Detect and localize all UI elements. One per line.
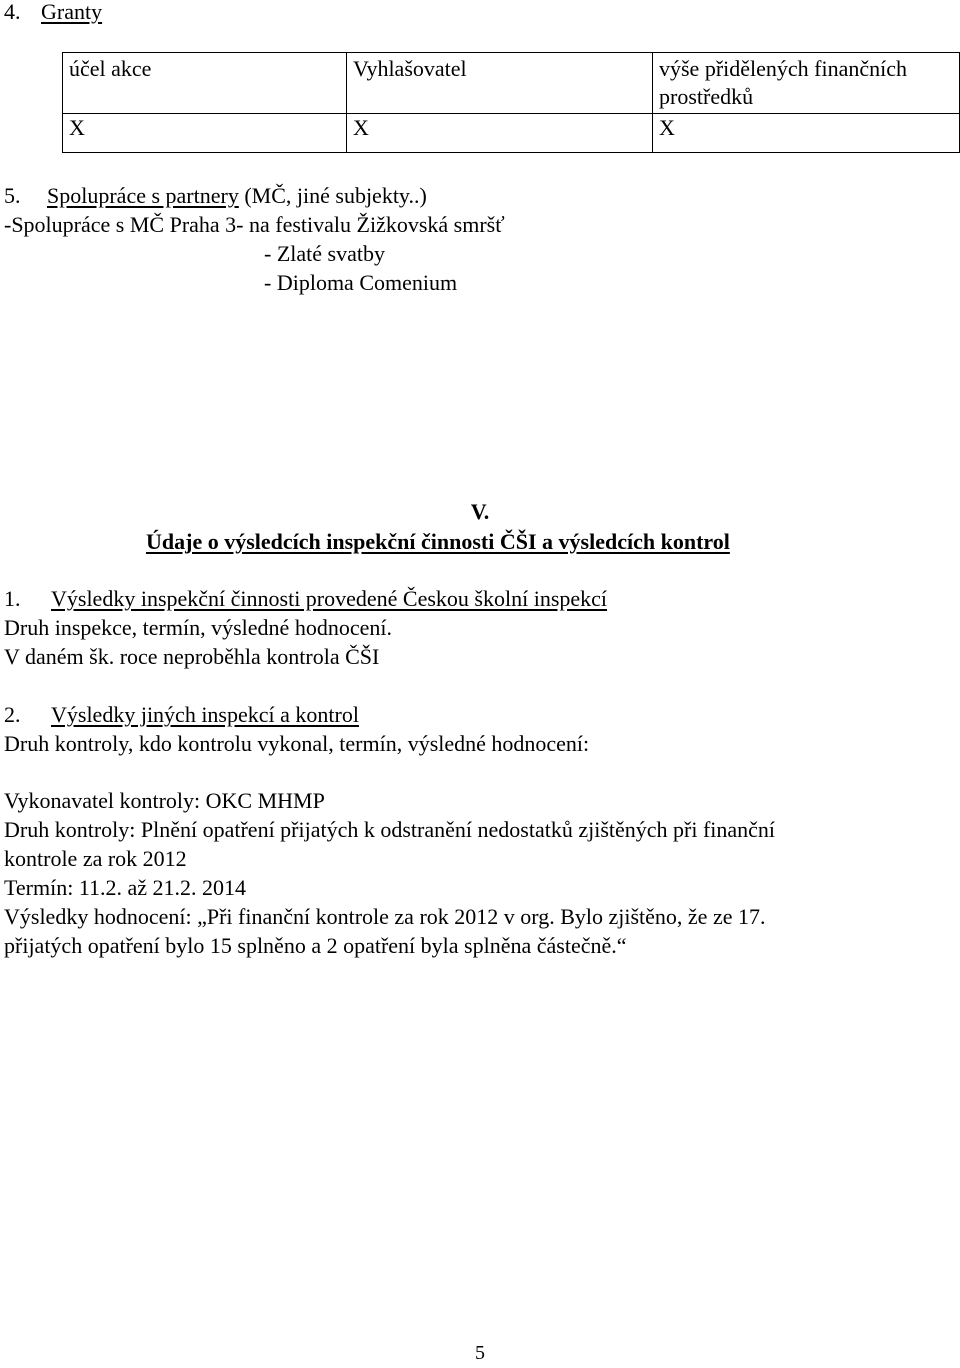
section-5-title: Spolupráce s partnery [47, 183, 239, 208]
subsection-2-heading [4, 700, 359, 729]
subsection-2-line: Druh kontroly, kdo kontrolu vykonal, termín, výsledné hodnocení: [4, 731, 590, 756]
section-4-number: 4. [4, 0, 21, 24]
table-cell: X [653, 114, 960, 153]
chapter-number: V. [470, 499, 490, 524]
table-header-row [63, 53, 960, 114]
subsection-2-line: Výsledky hodnocení: „Při finanční kontrole za rok 2012 v org. Bylo zjištěno, že ze 17. [4, 904, 766, 929]
subsection-1-line: Druh inspekce, termín, výsledné hodnocení. [4, 615, 392, 640]
table-header-cell: Vyhlašovatel [347, 53, 653, 114]
subsection-2-number: 2. [4, 702, 21, 727]
subsection-1-line: V daném šk. roce neproběhla kontrola ČŠI [4, 644, 380, 669]
section-4-title: Granty [41, 0, 103, 24]
subsection-2-line: přijatých opatření bylo 15 splněno a 2 opatření byla splněna částečně.“ [4, 933, 627, 958]
subsection-1-number: 1. [4, 586, 21, 611]
section-4-heading [4, 0, 102, 26]
grants-table [62, 52, 960, 153]
subsection-1-heading [4, 584, 607, 613]
section-5-title-rest: (MČ, jiné subjekty..) [238, 183, 427, 208]
section-5-heading [4, 181, 427, 210]
subsection-2-line: kontrole za rok 2012 [4, 846, 187, 871]
table-header-cell: účel akce [63, 53, 347, 114]
page-number: 5 [475, 1342, 485, 1364]
subsection-1-title: Výsledky inspekční činnosti provedené Českou školní inspekcí [51, 586, 608, 611]
chapter-title: Údaje o výsledcích inspekční činnosti ČŠI a výsledcích kontrol [146, 529, 730, 554]
subsection-2-line: Termín: 11.2. až 21.2. 2014 [4, 875, 247, 900]
table-header-cell: výše přidělených finančních prostředků [653, 53, 960, 114]
table-row [63, 114, 960, 153]
section-5-line: - Zlaté svatby [264, 241, 385, 266]
table-cell: X [63, 114, 347, 153]
subsection-2-line: Druh kontroly: Plnění opatření přijatých k odstranění nedostatků zjištěných při finanční [4, 817, 776, 842]
subsection-2-line: Vykonavatel kontroly: OKC MHMP [4, 788, 325, 813]
subsection-2-title: Výsledky jiných inspekcí a kontrol [51, 702, 359, 727]
section-5-line: - Diploma Comenium [264, 270, 458, 295]
table-cell: X [347, 114, 653, 153]
section-5-number: 5. [4, 183, 21, 208]
section-5-line: -Spolupráce s MČ Praha 3- na festivalu Žižkovská smršť [4, 212, 505, 237]
